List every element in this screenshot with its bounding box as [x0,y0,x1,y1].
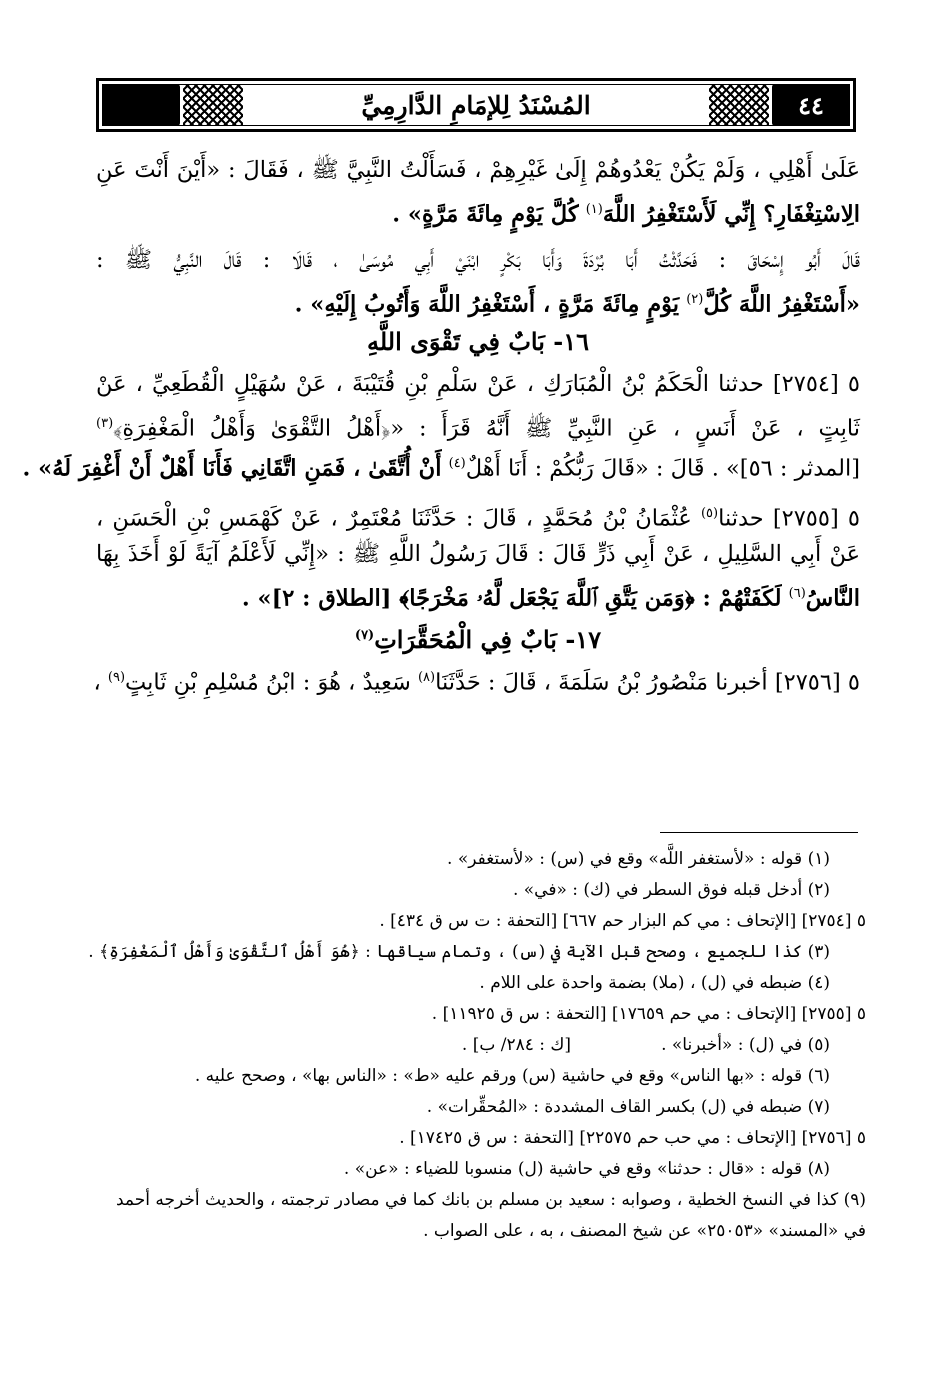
text-span: عَنْ أَبِي السَّلِيلِ ، عَنْ أَبِي ذَرٍّ قَالَ : قَالَ رَسُولُ اللَّهِ ﷺ : «إِنِّي لَأَعْلَمُ آيَةً لَوْ أَخَذَ بِهَا [96,541,860,567]
text-span: عُثْمَانُ بْنُ مُحَمَّدٍ ، قَالَ : حَدَّثَنَا مُعْتَمِرٌ ، عَنْ كَهْمَسِ بْنِ الْحَسَنِ ، [96,505,692,532]
text-span: ٥ [٢٧٥٥] حدثنا [718,505,860,532]
footnote: (١) قوله : «لأستغفر اللَّه» وقع في (س) : «لأستغفر» . [447,849,830,869]
running-header [96,78,856,132]
footnote-continuation: في «المسند» «٢٥٠٥٣» عن شيخ المصنف ، به ، على الصواب . [423,1221,866,1241]
text-span: [المدثر : ٥٦]» . قَالَ : «قَالَ رَبُّكُمْ : أَنَا أَهْلٌ [465,455,860,482]
footnote-ref: (٩) [107,670,126,685]
footnotes [80,844,866,1247]
text-line [96,494,860,534]
footnote: (٢) أدخل قبله فوق السطر في (ك) : «في» . [512,880,830,900]
chapter-heading [96,614,860,658]
text-span: يَوْمٍ مِائَةَ مَرَّةٍ ، أَسْتَغْفِرُ اللَّهَ وَأَتُوبُ إِلَيْهِ» . [294,291,680,318]
footnote-ref: (٦) [788,586,806,601]
text-span: ، [93,669,101,696]
footnote-divider [660,832,858,833]
text-line [96,404,860,444]
page-number: ٤٤ [798,90,824,120]
text-span: ٥ [٢٧٥٦] أخبرنا مَنْصُورُ بْنُ سَلَمَةَ ، قَالَ : حَدَّثَنَا [435,669,860,696]
book-emblem-icon [102,84,180,126]
text-line [22,444,860,484]
text-span: الِاسْتِغْفَارِ؟ إِنِّي لَأَسْتَغْفِرُ اللَّهَ [602,201,860,228]
text-span: كُلَّ يَوْمٍ مِائَةَ مَرَّةٍ» . [392,201,579,228]
footnote-takhrij: ٥ [٢٧٥٦] [الإتحاف : مي حب حم ٢٢٥٧٥] [التحفة : س ق ١٧٤٢٥] . [399,1128,866,1148]
main-text [22,150,861,698]
chapter-title: ١٧- بَابٌ فِي الْمُحَقَّرَاتِ [374,625,602,654]
text-line [96,364,860,404]
text-line [96,534,860,574]
text-span: عَلَىٰ أَهْلِي ، وَلَمْ يَكُنْ يَعْدُوهُمْ إِلَىٰ غَيْرِهِمْ ، فَسَأَلْتُ النَّبِيَّ ﷺ ، فَقَالَ : «أَيْنَ أَنْتَ عَنِ [96,157,860,183]
footnote-ref: (٤) [448,456,466,471]
text-span: لَكَفَتْهُمْ : ﴿وَمَن يَتَّقِ ٱللَّهَ يَجْعَل لَّهُۥ مَخْرَجًا﴾ [الطلاق : ٢]» . [241,585,782,612]
ornament-knot-icon [709,85,769,125]
text-span: ثَابِتٍ ، عَنْ أَنَسٍ ، عَنِ النَّبِيِّ ﷺ أَنَّهُ قَرَأَ : «﴿أَهْلُ التَّقْوَىٰ وَأَهْلُ الْمَغْفِرَةِ﴾ [113,415,861,442]
chapter-heading: ١٦- بَابٌ فِي تَقْوَى اللَّهِ [366,327,590,356]
page-number-box [772,84,850,126]
text-line [96,240,860,280]
footnote: (٣) كذا للجميع ، وصحح قبل الآية في (س) ، وتمام سياقها : ﴿هُوَ أَهْلُ ٱلتَّقْوَىٰ وَأَهْلُ ٱلْمَغْفِرَةِ﴾ . [88,942,830,962]
text-line [93,658,860,698]
text-span: النَّاسُ [805,585,860,612]
footnote-ref: (٧) [354,628,375,643]
ornament-knot-icon [183,85,243,125]
footnote: (٩) كذا في النسخ الخطية ، وصوابه : سعيد بن مسلم بن بانك كما في مصادر ترجمته ، والحديث أخرجه أحمد [115,1190,866,1210]
text-line [96,190,860,230]
text-span: ٥ [٢٧٥٤] حدثنا الْحَكَمُ بْنُ الْمُبَارَكِ ، عَنْ سَلْمِ بْنِ قُتَيْبَةَ ، عَنْ سُهَيْلٍ الْقُطَعِيِّ ، عَنْ [96,371,860,397]
text-span: أَنْ أُتَّقَىٰ ، فَمَنِ اتَّقَانِي فَأَنَا أَهْلٌ أَنْ أَغْفِرَ لَهُ» . [22,455,442,482]
text-span: قَالَ أَبُو إِسْحَاقَ : فَحَدَّثْتُ أَبَا بُرْدَةَ وَأَبَا بَكْرٍ ابْنَيْ أَبِي مُوسَىٰ ، قَالَا : قَالَ النَّبِيُّ ﷺ : [96,247,860,273]
footnote: (٨) قوله : «قال : حدثنا» وقع في حاشية (ل) منسوبا للضياء : «عن» . [343,1159,830,1179]
footnote [80,1030,866,1061]
book-title: المُسْنَدُ لِلإمَامِ الدَّارِمِيِّ [361,90,591,120]
footnote-ref: (١) [585,202,603,217]
text-span: «أَسْتَغْفِرُ اللَّهَ كُلَّ [703,291,860,318]
footnote-takhrij: ٥ [٢٧٥٤] [الإتحاف : مي كم البزار حم ٦٦٧] [التحفة : ت س ق ٤٣٤] . [379,911,866,931]
text-line [96,150,860,190]
footnote-takhrij: ٥ [٢٧٥٥] [الإتحاف : مي حم ١٧٦٥٩] [التحفة : س ق ١١٩٢٥] . [431,1004,866,1024]
footnote: (٦) قوله : «بها الناس» وقع في حاشية (س) ورقم عليه «ط» : «الناس بها» ، وصحح عليه . [194,1066,830,1086]
text-line [96,574,860,614]
footnote: (٧) ضبطه في (ل) بكسر القاف المشددة : «المُحقِّرات» . [426,1097,830,1117]
footnote-part: [ك : ٢٨٤/ ب] . [461,1035,572,1055]
footnote-ref: (٢) [686,292,704,307]
footnote-part: (٥) في (ل) : «أخبرنا» . [661,1035,830,1055]
footnote-ref: (٨) [417,670,436,685]
footnote-ref: (٥) [700,506,719,521]
text-span: سَعِيدٌ ، هُوَ : ابْنُ مُسْلِمِ بْنِ ثَابِتٍ [125,669,411,696]
text-line [96,280,860,320]
footnote: (٤) ضبطه في (ل) ، (ملا) بضمة واحدة على اللام . [479,973,830,993]
footnote-ref: (٣) [96,416,114,431]
